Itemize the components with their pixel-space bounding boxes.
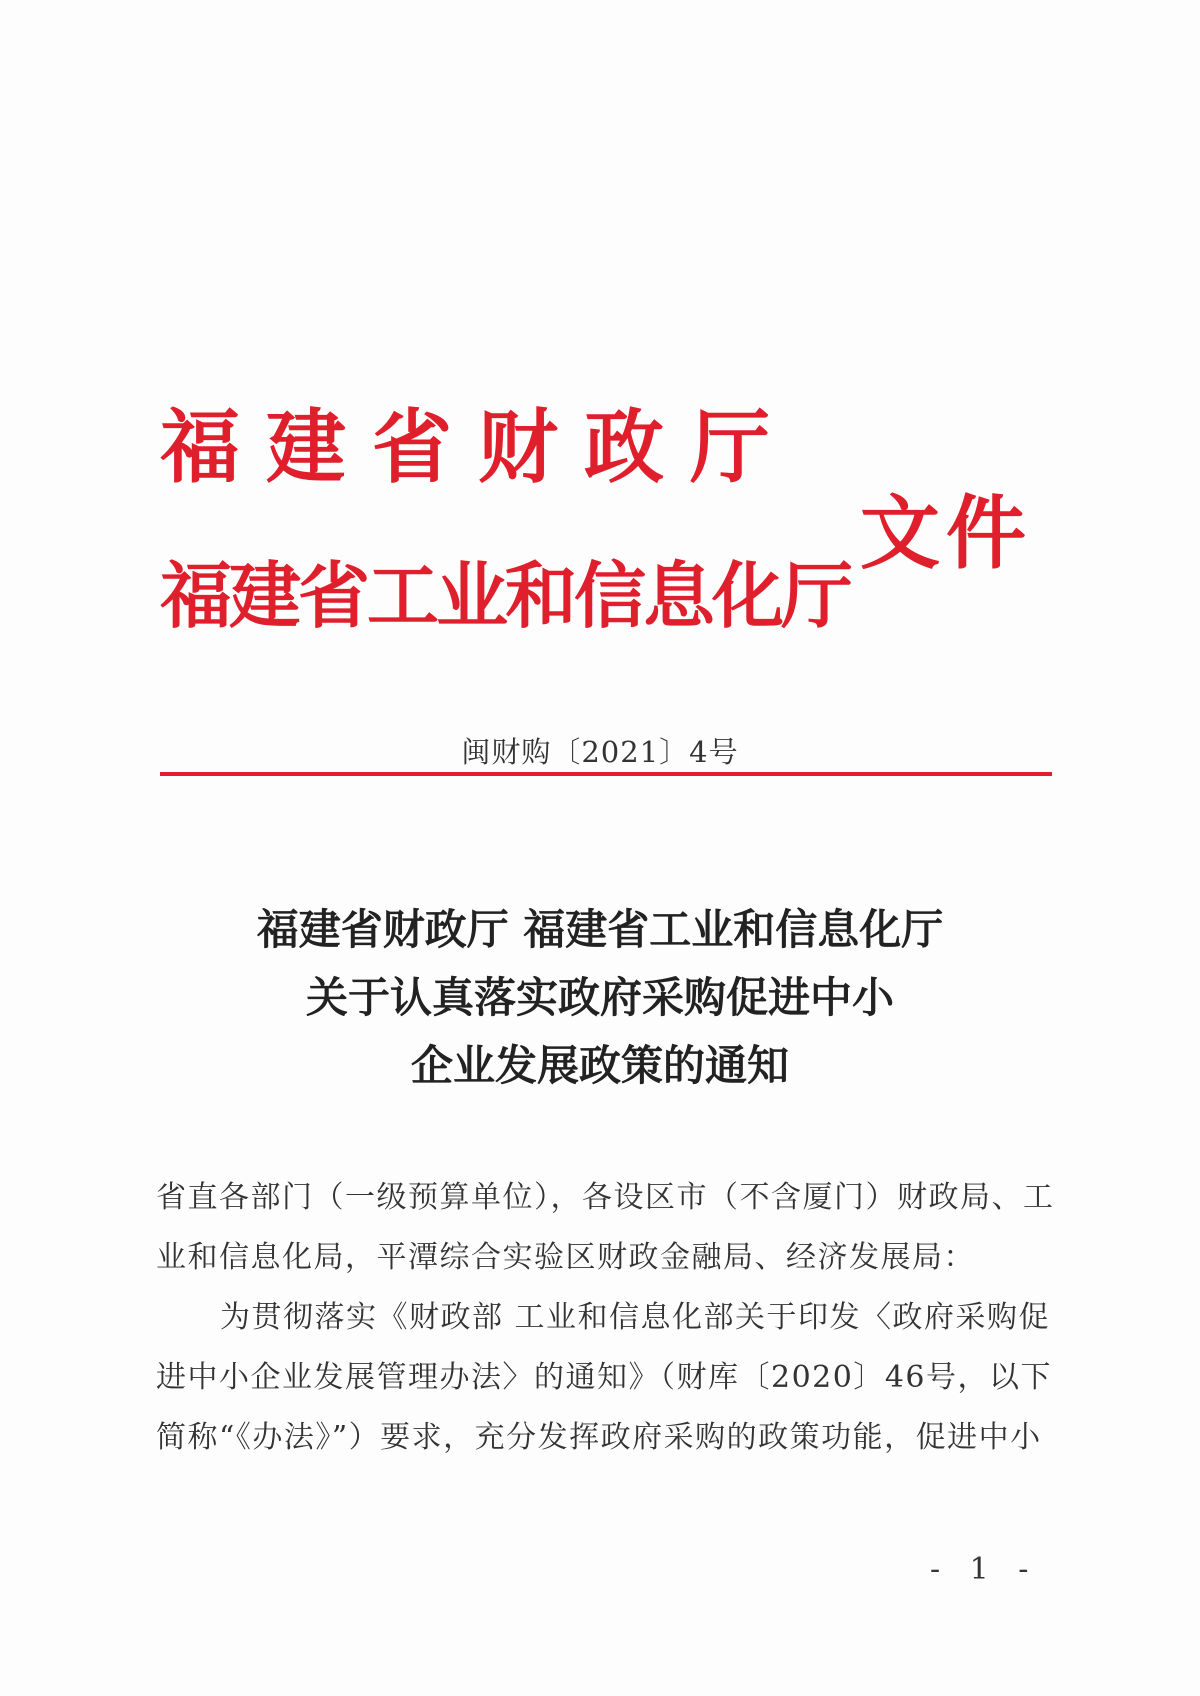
issuer-name-finance: 福建省财政厅: [160, 401, 796, 494]
document-title: [0, 896, 1200, 1100]
page-number: - 1 -: [930, 1552, 1039, 1587]
paragraph-line-3: 简称“《办法》”）要求，充分发挥政府采购的政策功能，促进中小: [156, 1420, 1042, 1455]
paragraph-line-2: 进中小企业发展管理办法〉的通知》（财库〔2020〕46号，以下: [156, 1360, 1053, 1395]
title-line-3: 企业发展政策的通知: [410, 1041, 789, 1090]
title-line-1: 福建省财政厅 福建省工业和信息化厅: [256, 905, 944, 954]
title-line-2: 关于认真落实政府采购促进中小: [305, 973, 894, 1022]
document-type-label: 文件: [860, 487, 1032, 580]
red-divider-line: [160, 772, 1052, 776]
addressee-line-1: 省直各部门（一级预算单位），各设区市（不含厦门）财政局、工: [156, 1180, 1055, 1215]
document-body: [156, 1168, 1055, 1468]
issuer-name-industry: 福建省工业和信息化厅: [160, 554, 851, 638]
addressee-line-2: 业和信息化局，平潭综合实验区财政金融局、经济发展局：: [156, 1240, 975, 1275]
document-number: 闽财购〔2021〕4号: [461, 735, 739, 769]
paragraph-line-1: 为贯彻落实《财政部 工业和信息化部关于印发〈政府采购促: [220, 1300, 1051, 1335]
